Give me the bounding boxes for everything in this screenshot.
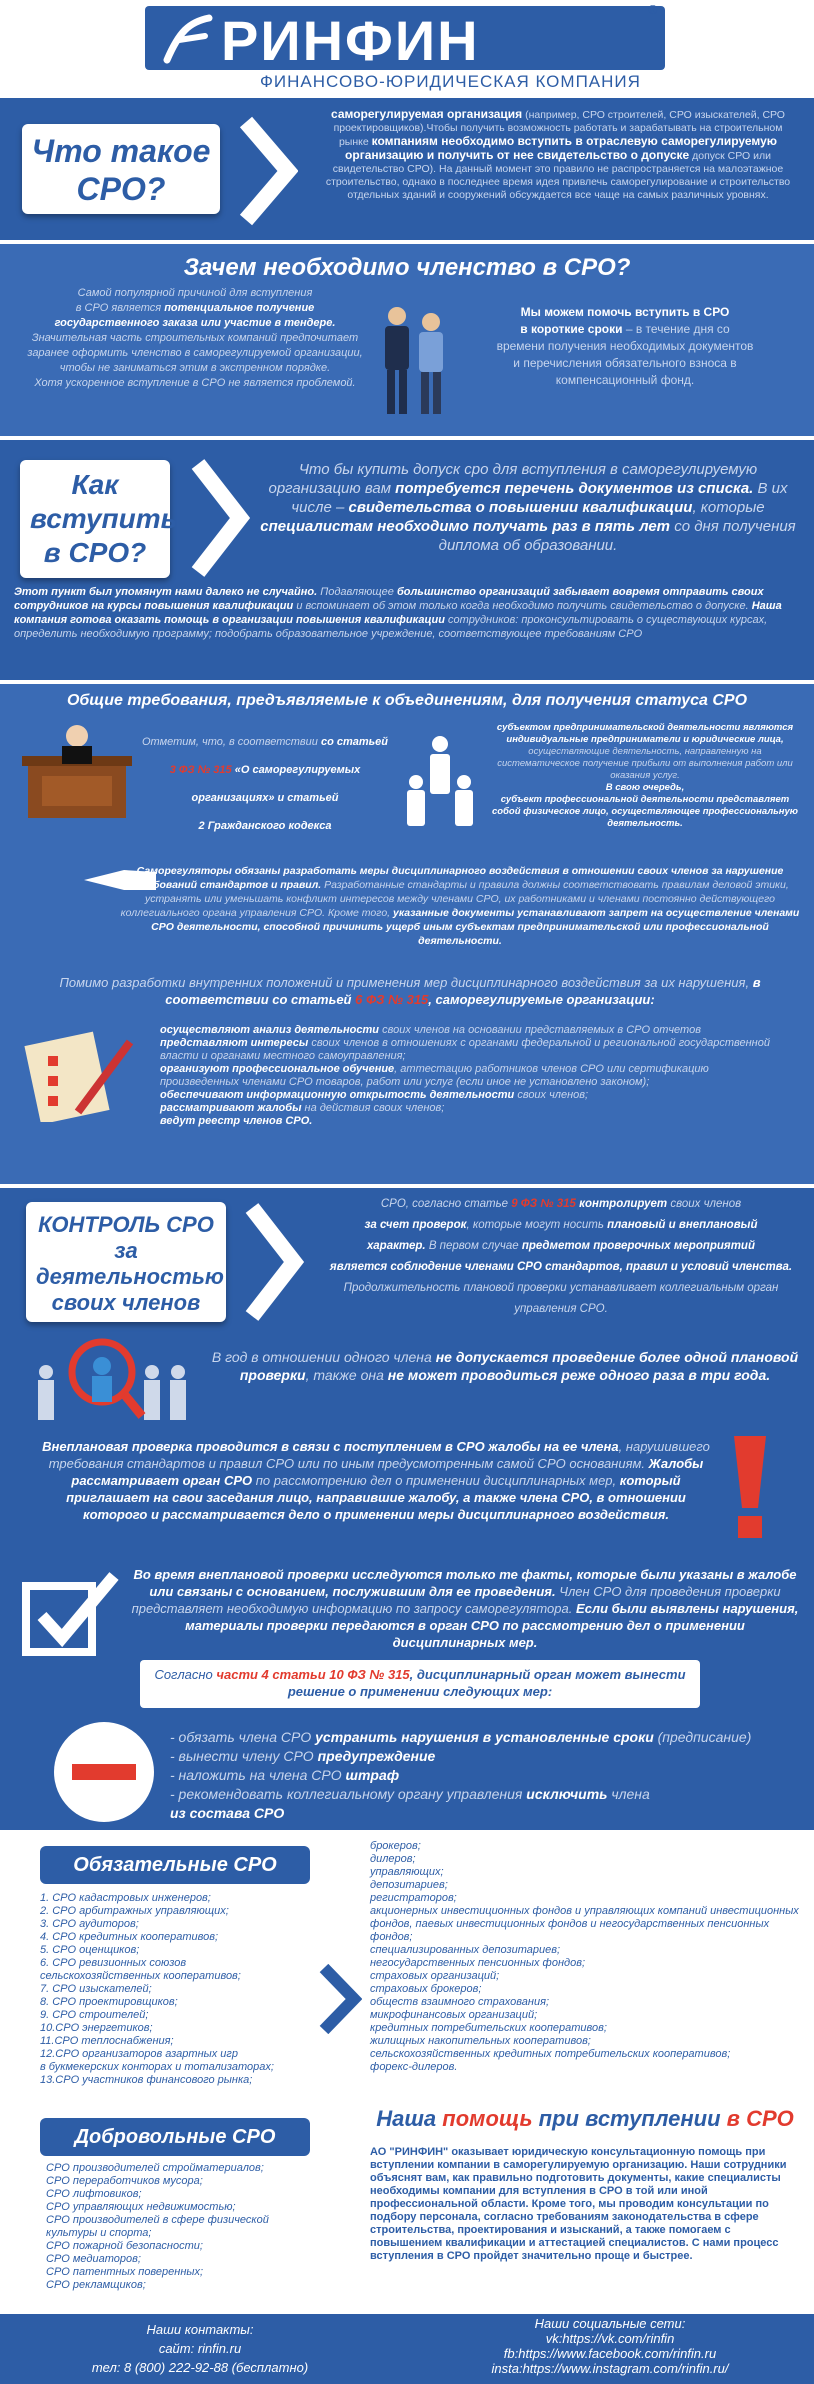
mandatory-list [40,1892,340,2087]
list-item: СРО рекламщиков; [46,2279,146,2291]
list-item: 4. СРО кредитных кооперативов; [40,1931,219,1943]
measures-text: Саморегуляторы обязаны разработать меры дисциплинарного воздействия в отношении своих членов за нарушение требований стандартов и правил. Разработанные стандарты и правила должны соответствовать правилам деловой этики, устранять или уменьшать конфликт интересов между членами СРО, их работниками и членами постоянно действующего коллегиального органа управления СРО. Кроме того, указанные документы устанавливают запрет на осуществление членами СРО деятельности, способной причинить ущерб иным субъектам предпринимательской или профессиональной деятельности. [120,865,800,947]
list-item: 11.СРО теплоснабжения; [40,2035,174,2047]
why-membership-title: Зачем необходимо членство в СРО? [183,254,631,281]
logo-text: РИНФИН [221,9,480,72]
list-item: регистраторов; [370,1892,457,1904]
list-item: жилищных накопительных кооперативов; [370,2035,591,2047]
list-item: СРО медиаторов; [46,2253,141,2265]
functions-list: осуществляют анализ деятельности своих членов на основании представляемых в СРО отчетов представляют интересы своих членов в отношениях с органами федеральной и региональной государственной власти и органами местного самоуправления; организуют профессиональное обучение, аттестацию работников членов СРО или сертификацию произведенных членами СРО товаров, работ или услуг (если иное не установлено законом); обеспечивают информационную открытость деятельности своих членов; рассматривают жалобы на действия своих членов; ведут реестр членов СРО. [160,1024,770,1127]
list-item: страховых брокеров; [370,1983,482,1995]
help-text: АО "РИНФИН" оказывает юридическую консультационную помощь при вступлении компании в саморегулируемую организацию. Наши сотрудники объяснят вам, как правильно подготовить документы, какие специалисты необходимы компании для вступления в СРО в той или иной профессиональной области. Кроме того, мы проводим консультации по подбору персонала, согласно требованиям законодательства в сфере строительства, проектирования и изысканий, а также помогаем с повышением квалификации и аттестацией специалистов. С нами процесс вступления в СРО пройдет значительно проще и быстрее. [370,2146,787,2262]
how-to-join-note: Этот пункт был упомянут нами далеко не случайно. Подавляющее большинство организаций забывает вовремя отправить своих сотрудников на курсы повышения квалификации и вспоминает об этом только когда необходимо получить свидетельство о допуске. Наша компания готова оказать помощь в организации повышения квалификации сотрудников: проконсультировать о существующих курсах, определить необходимую программу; подобрать образовательное учреждение, соответствующее требованиям СРО [14,586,782,640]
list-item: акционерных инвестиционных фондов и управляющих компаний инвестиционных фондов, паевых инвестиционных фондов и негосударственных пенсионных фондов; [370,1905,799,1943]
list-item: страховых организаций; [370,1970,500,1982]
list-item: СРО лифтовиков; [46,2188,142,2200]
list-item: СРО пожарной безопасности; [46,2240,203,2252]
list-item: 5. СРО оценщиков; [40,1944,140,1956]
control-text: СРО, согласно статье 9 ФЗ № 315 контролирует своих членов за счет проверок, которые могут носить плановый и внеплановый характер. В первом случае предметом проверочных мероприятий является соблюдение членами СРО стандартов, правил и условий членства. Продолжительность плановой проверки устанавливает коллегиальным орган управления СРО. [329,1198,793,1315]
list-item: 3. СРО аудиторов; [40,1918,139,1930]
voluntary-list [46,2162,346,2292]
people-icon [400,734,480,844]
section-sro-types [0,1834,814,2314]
how-to-join-text: Что бы купить допуск сро для вступления в саморегулируемую организацию вам потребуется перечень документов из списка. В их числе – свидетельства о повышении квалификации, которые специалистам необходимо получать раз в пять лет со дня получения диплома об образовании. [260,461,796,554]
section-control [0,1188,814,1830]
chevron-right-icon [238,116,298,226]
list-item: 1. СРО кадастровых инженеров; [40,1892,211,1904]
list-item: негосударственных пенсионных фондов; [370,1957,586,1969]
list-item: 9. СРО строителей; [40,2009,149,2021]
requirements-center: Отметим, что, в соответствии со статьей 3 ФЗ № 315 «О саморегулируемых организациях» и статьей 2 Гражданского кодекса [141,736,389,832]
list-item: 2. СРО арбитражных управляющих; [40,1905,229,1917]
list-item: культуры и спорта; [46,2227,152,2239]
instagram-link[interactable]: insta:https://www.instagram.com/rinfin.ru/ [491,2361,729,2376]
what-is-sro-title: Что такое СРО? [22,124,220,214]
logo-icon [159,12,213,64]
list-item: сельскохозяйственных кооперативов; [40,1970,241,1982]
functions-intro: Помимо разработки внутренних положений и применения мер дисциплинарного воздействия за их нарушения, в соответствии со статьей 6 ФЗ № 315, саморегулируемые организации: [59,975,761,1007]
checkmark-icon [20,1568,120,1658]
magnifier-people-icon [32,1336,192,1426]
list-item: 8. СРО проектировщиков; [40,1996,178,2008]
facebook-link[interactable]: fb:https://www.facebook.com/rinfin.ru [503,2346,717,2361]
section-why-membership [0,244,814,436]
chevron-right-icon [318,1964,362,2034]
list-item: сельскохозяйственных кредитных потребительских кооперативов; [370,2048,731,2060]
contacts: Наши контакты: сайт: rinfin.ru тел: 8 (800) 222-92-88 (бесплатно) [91,2322,309,2375]
checklist-icon [18,1022,138,1122]
logo-subtitle: ФИНАНСОВО-ЮРИДИЧЕСКАЯ КОМПАНИЯ [260,72,641,91]
list-item: 6. СРО ревизионных союзов [40,1957,187,1969]
list-item: брокеров; [370,1840,421,1852]
planned-check-text: В год в отношении одного члена не допускается проведение более одной плановой проверки, также она не может проводиться реже одного раза в три года. [211,1349,799,1383]
registered-mark: ® [648,2,658,17]
list-item: обществ взаимного страхования; [370,1996,550,2008]
chevron-right-icon [190,458,250,578]
mandatory-title: Обязательные СРО [40,1846,310,1884]
list-item: СРО управляющих недвижимостью; [46,2201,236,2213]
list-item: специализированных депозитариев; [370,1944,561,1956]
voluntary-title: Добровольные СРО [40,2118,310,2156]
how-to-join-title: Как вступить в СРО? [20,460,170,578]
logo [145,6,665,70]
minus-icon [54,1722,154,1822]
list-item: кредитных потребительских кооперативов; [370,2022,607,2034]
why-left-text: Самой популярной причиной для вступления в СРО является потенциальное получение государственного заказа или участие в тендере. Значительная часть строительных компаний предпочитает заранее оформить членство в саморегулируемой организации, чтобы не заниматься этим в экстренном порядке. Хотя ускоренное вступление в СРО не является проблемой. [27,287,363,389]
control-title: КОНТРОЛЬ СРО за деятельностью своих членов [26,1202,226,1322]
list-item: 12.СРО организаторов азартных игр [40,2048,238,2060]
list-item: 13.СРО участников финансового рынка; [40,2074,253,2086]
list-item: в букмекерских конторах и тотализаторах; [40,2061,274,2073]
requirements-right: субъектом предпринимательской деятельности являются индивидуальные предприниматели и юридические лица, осуществляющие деятельность, направленную на систематическое получение прибыли от выполнения работ или оказания услуг. В свою очередь, субъект профессиональной деятельности представляет собой физическое лицо, осуществляющее профессиональную деятельность. [491,722,799,829]
unplanned-check-text: Внеплановая проверка проводится в связи с поступлением в СРО жалобы на ее члена, нарушившего требования стандартов и правил СРО или по иным предусмотренным самой СРО основаниям. Жалобы рассматривает орган СРО по рассмотрению дел о применении дисциплинарных мер, который приглашает на свои заседания лицо, направившие жалобу, а также члена СРО, в отношении которого и рассматривается дело о применении меры дисциплинарного воздействия. [42,1439,710,1522]
section-how-to-join [0,440,814,680]
list-item: СРО производителей в сфере физической [46,2214,269,2226]
judge-icon [22,722,132,822]
help-title: Наша помощь при вступлении в СРО [376,2106,794,2131]
requirements-title: Общие требования, предъявляемые к объединениям, для получения статуса СРО [66,692,748,709]
list-item: 10.СРО энергетиков; [40,2022,153,2034]
section-requirements [0,684,814,1184]
header [0,0,814,98]
list-item: депозитариев; [370,1879,448,1891]
list-item: СРО патентных поверенных; [46,2266,204,2278]
what-is-sro-text: саморегулируемая организация (например, СРО строителей, СРО изыскателей, СРО проектировщиков).Чтобы получить возможность работать и зарабатывать на строительном рынке компаниям необходимо вступить в отраслевую саморегулируемую организацию и получить от нее свидетельство о допуске допуск СРО или свидетельство СРО). На данный момент это правило не распространяется на малоэтажное строительство, однако в последнее время идея привлечь саморегулирование и строительство отдельных зданий и сооружений обсуждается все чаще на самых различных уровнях. [325,107,791,201]
business-people-icon [375,302,455,422]
list-item: дилеров; [370,1853,416,1865]
list-item: 7. СРО изыскателей; [40,1983,152,1995]
list-item: управляющих; [370,1866,444,1878]
list-item: форекс-дилеров. [370,2061,458,2073]
vk-link[interactable]: vk:https://vk.com/rinfin [545,2331,675,2346]
section-what-is-sro [0,98,814,240]
chevron-right-icon [244,1202,304,1322]
why-right-text: Мы можем помочь вступить в СРО в короткие сроки – в течение дня со времени получения необходимых документов и перечисления обязательного взноса в компенсационный фонд. [496,305,754,387]
list-item: микрофинансовых организаций; [370,2009,538,2021]
decision-box: Согласно части 4 статьи 10 ФЗ № 315, дисциплинарный орган может вынести решение о применении следующих мер: [140,1660,700,1708]
measures-list: - обязать члена СРО устранить нарушения в установленные сроки (предписание) - вынести члену СРО предупреждение - наложить на члена СРО штраф - рекомендовать коллегиальному органу управления исключить члена из состава СРО [170,1729,752,1821]
financial-market-list [370,1840,800,2074]
investigation-text: Во время внеплановой проверки исследуются только те факты, которые были указаны в жалобе или связаны с основанием, послужившим для ее проведения. Член СРО для проведения проверки представляет необходимую информацию по запросу саморегулятора. Если были выявлены нарушения, материалы проверки передаются в орган СРО по рассмотрению дел о применении дисциплинарных мер. [131,1567,799,1650]
socials: Наши социальные сети: vk:https://vk.com/rinfin fb:https://www.facebook.com/rinfin.ru insta:https://www.instagram.com/rinfin.ru/ [420,2316,800,2376]
list-item: СРО производителей стройматериалов; [46,2162,264,2174]
exclamation-icon [720,1432,780,1542]
list-item: СРО переработчиков мусора; [46,2175,203,2187]
footer [0,2314,814,2384]
